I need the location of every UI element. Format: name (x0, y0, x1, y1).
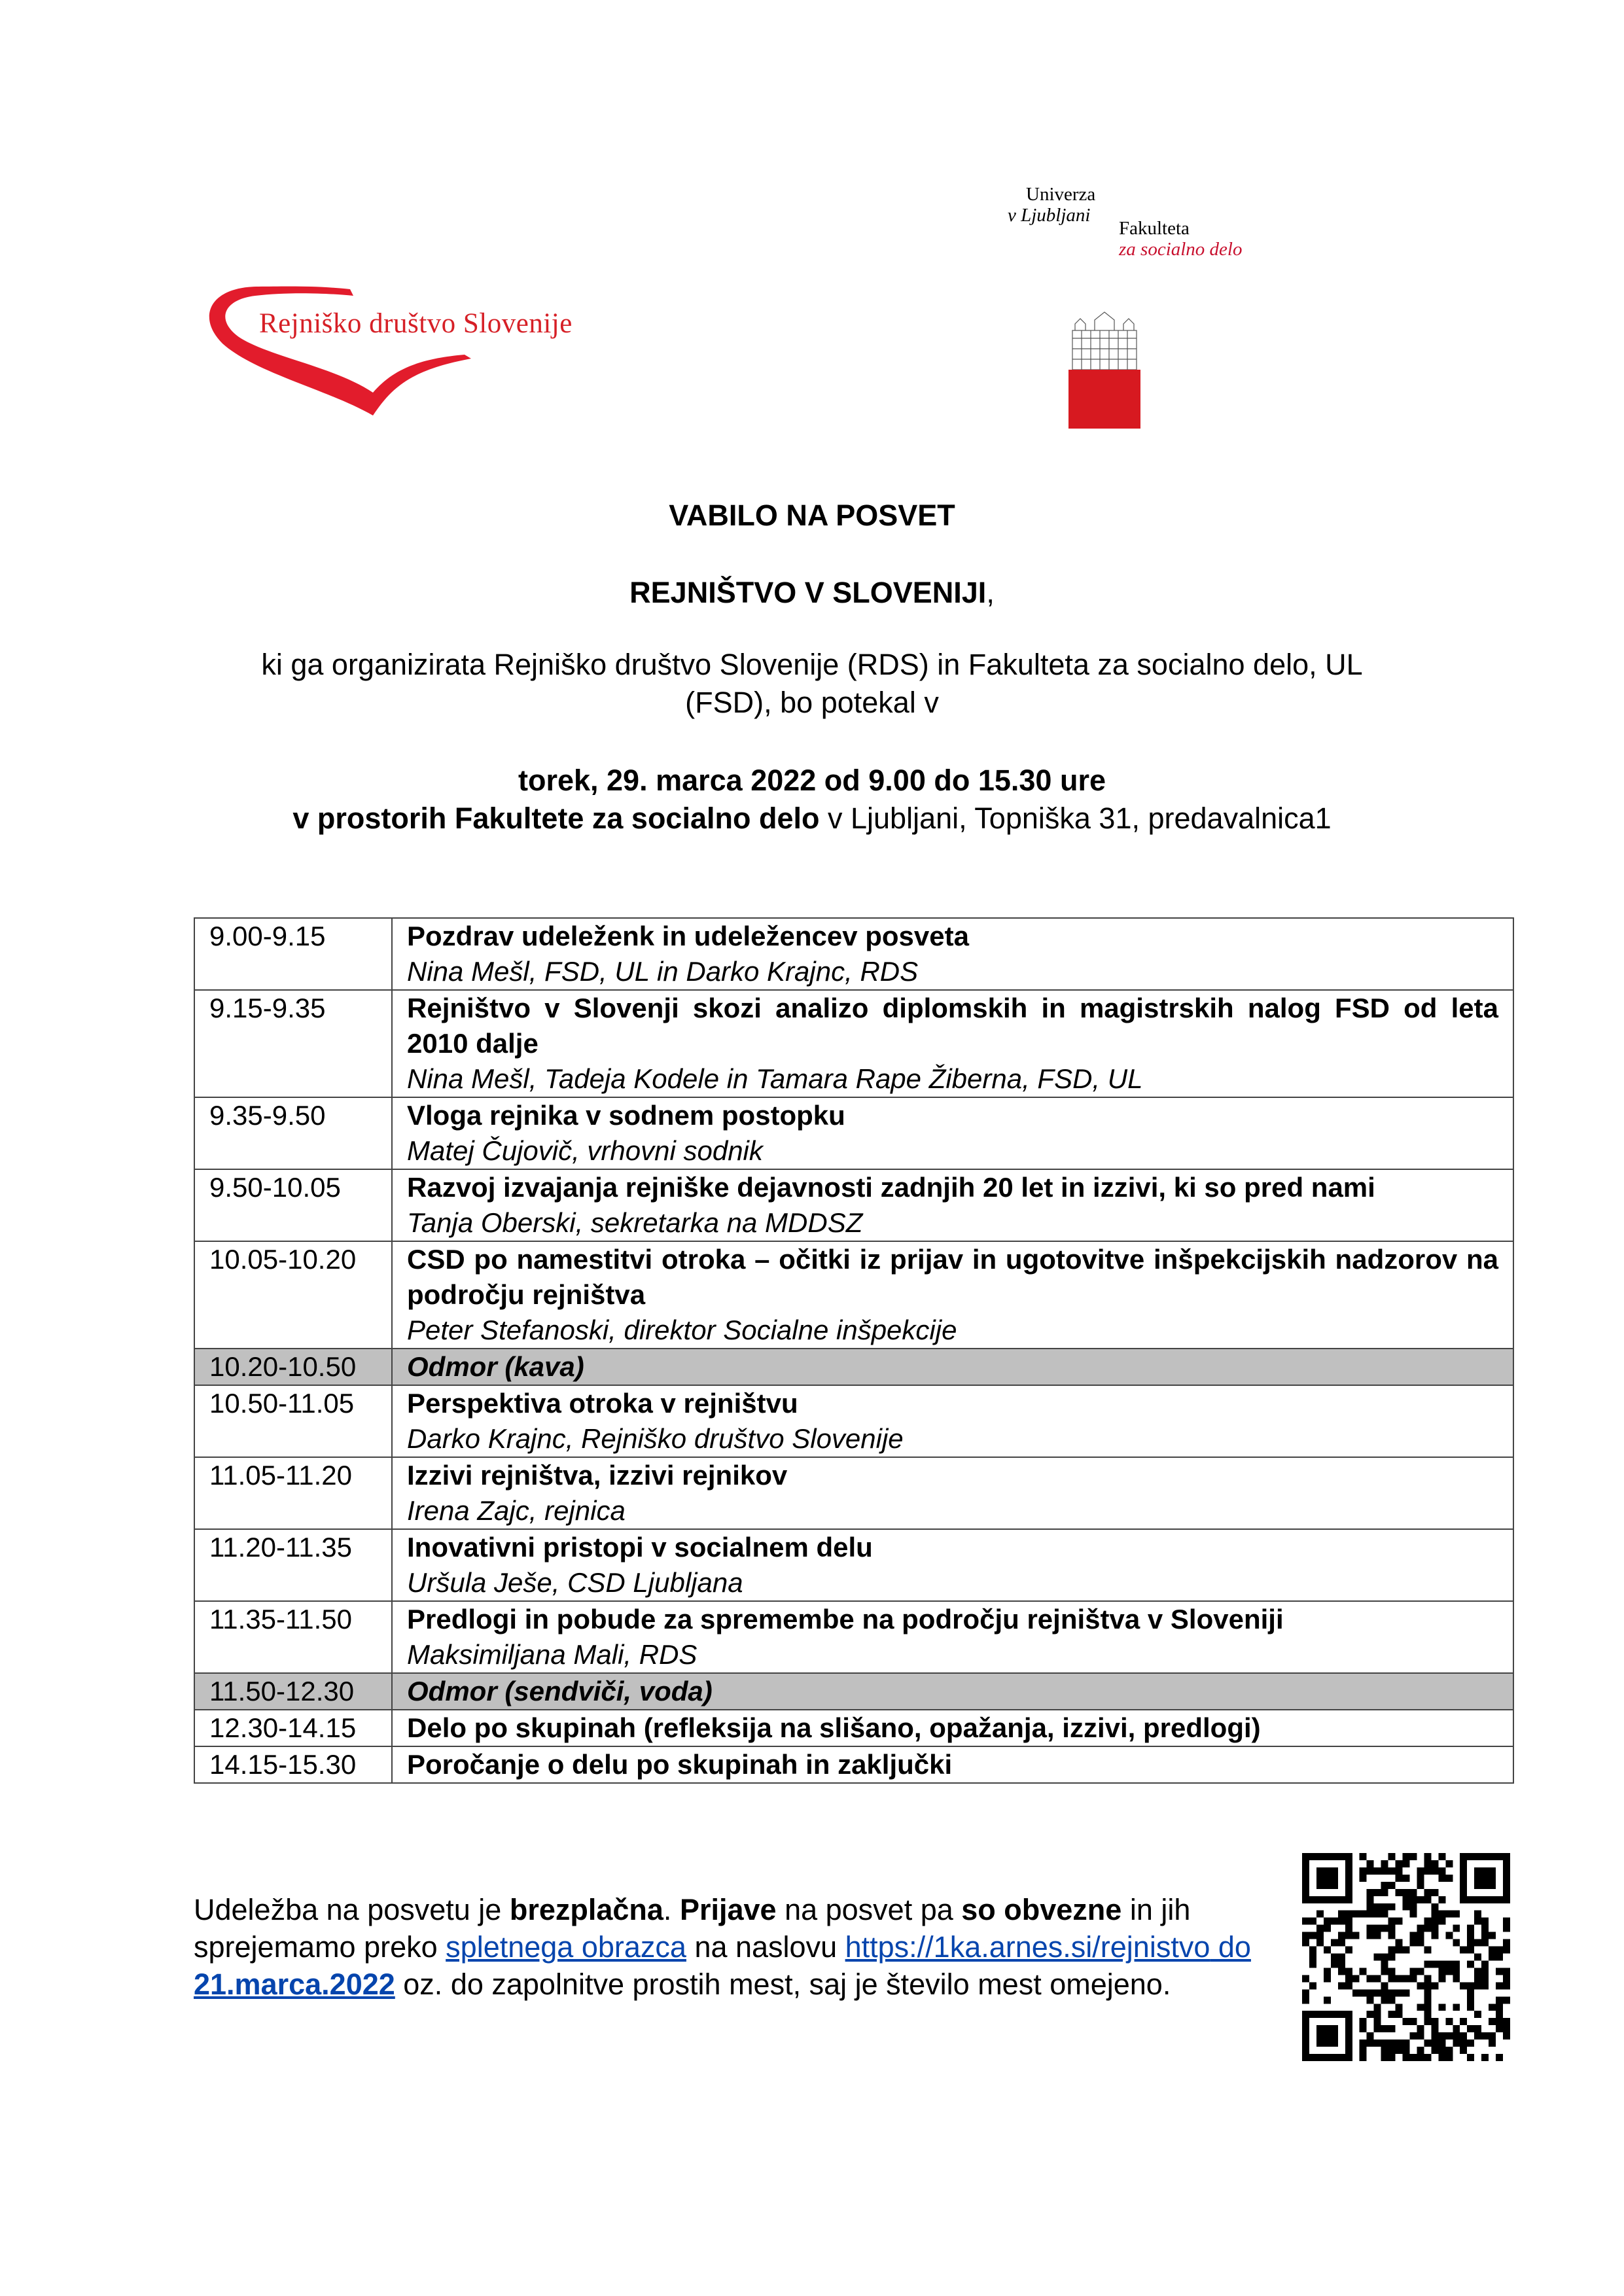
program-time: 11.20-11.35 (194, 1529, 392, 1601)
free-label: brezplačna (509, 1893, 663, 1926)
registration-text: na posvet pa (776, 1893, 962, 1926)
program-item-speaker: Nina Mešl, Tadeja Kodele in Tamara Rape Žiberna, FSD, UL (407, 1063, 1143, 1094)
rds-logo (196, 281, 654, 419)
program-time: 9.00-9.15 (194, 918, 392, 990)
program-item-speaker: Irena Zajc, rejnica (407, 1495, 626, 1526)
program-row (194, 1241, 1513, 1349)
program-time: 14.15-15.30 (194, 1746, 392, 1783)
faculty-name-line2: za socialno delo (1119, 239, 1243, 260)
program-row (194, 1097, 1513, 1169)
program-item (392, 1349, 1513, 1385)
program-item-title: Delo po skupinah (refleksija na slišano, opažanja, izzivi, predlogi) (407, 1712, 1261, 1743)
program-row (194, 1385, 1513, 1457)
program-item-title: Predlogi in pobude za spremembe na področju rejništva v Sloveniji (407, 1604, 1284, 1634)
program-time: 10.05-10.20 (194, 1241, 392, 1349)
program-item-speaker: Uršula Ješe, CSD Ljubljana (407, 1567, 743, 1598)
program-row (194, 1746, 1513, 1783)
program-item-speaker: Tanja Oberski, sekretarka na MDDSZ (407, 1207, 863, 1238)
program-item-title: Razvoj izvajanja rejniške dejavnosti zadnjih 20 let in izzivi, ki so pred nami (407, 1172, 1375, 1203)
university-emblem-icon (1068, 311, 1140, 429)
heart-icon (196, 281, 654, 419)
registration-url-text: do (1210, 1930, 1251, 1964)
program-row (194, 1710, 1513, 1746)
program-time: 9.50-10.05 (194, 1169, 392, 1241)
registration-note (194, 1891, 1280, 2003)
program-item-title: Odmor (kava) (407, 1351, 584, 1382)
venue-name: v prostorih Fakultete za socialno delo (292, 802, 820, 835)
program-item (392, 1673, 1513, 1710)
program-item-speaker: Maksimiljana Mali, RDS (407, 1639, 697, 1670)
program-item (392, 1385, 1513, 1457)
program-item-title: Poročanje o delu po skupinah in zaključki (407, 1749, 953, 1780)
program-item-title: CSD po namestitvi otroka – očitki iz prijav in ugotovitve inšpekcijskih nadzorov na področju rejništva (407, 1244, 1498, 1310)
program-row (194, 1529, 1513, 1601)
web-form-link[interactable]: spletnega obrazca (446, 1930, 686, 1964)
program-table (194, 917, 1514, 1784)
program-item (392, 1169, 1513, 1241)
rds-logo-text: Rejniško društvo Slovenije (259, 308, 573, 339)
program-row (194, 990, 1513, 1097)
university-name-line1: Univerza (1026, 184, 1096, 205)
program-time: 9.35-9.50 (194, 1097, 392, 1169)
program-item (392, 990, 1513, 1097)
program-item-title: Vloga rejnika v sodnem postopku (407, 1100, 845, 1131)
intro-line-2: (FSD), bo potekal v (685, 686, 939, 719)
program-time: 11.50-12.30 (194, 1673, 392, 1710)
qr-code-icon[interactable] (1302, 1853, 1510, 2061)
program-item-title: Rejništvo v Slovenji skozi analizo diplomskih in magistrskih nalog FSD od leta 2010 dalje (407, 993, 1498, 1059)
program-row (194, 1457, 1513, 1529)
program-row (194, 1169, 1513, 1241)
program-item (392, 1457, 1513, 1529)
program-item-speaker: Darko Krajnc, Rejniško društvo Slovenije (407, 1423, 904, 1454)
page-title: VABILO NA POSVET (669, 499, 955, 532)
ul-fsd-logo (981, 177, 1322, 465)
faculty-name-line1: Fakulteta (1119, 218, 1190, 239)
program-row (194, 1349, 1513, 1385)
mandatory-label: so obvezne (961, 1893, 1122, 1926)
intro-line-1: ki ga organizirata Rejniško društvo Slovenije (RDS) in Fakulteta za socialno delo, UL (261, 648, 1363, 681)
university-name-line2: v Ljubljani (1008, 205, 1091, 226)
program-item (392, 1746, 1513, 1783)
program-time: 9.15-9.35 (194, 990, 392, 1097)
program-item-title: Inovativni pristopi v socialnem delu (407, 1532, 873, 1563)
event-venue (0, 802, 1624, 836)
program-item (392, 1710, 1513, 1746)
registration-text: na naslovu (686, 1930, 845, 1964)
program-item (392, 1601, 1513, 1673)
program-row (194, 918, 1513, 990)
event-name-suffix: , (986, 576, 995, 609)
program-item-speaker: Peter Stefanoski, direktor Socialne inšpekcije (407, 1315, 957, 1345)
program-row (194, 1673, 1513, 1710)
registration-text: oz. do zapolnitve prostih mest, saj je število mest omejeno. (395, 1968, 1171, 2001)
venue-address: v Ljubljani, Topniška 31, predavalnica1 (819, 802, 1332, 835)
event-name-text: REJNIŠTVO V SLOVENIJI (629, 576, 987, 609)
program-row (194, 1601, 1513, 1673)
program-item-title: Perspektiva otroka v rejništvu (407, 1388, 798, 1419)
program-time: 10.50-11.05 (194, 1385, 392, 1457)
program-time: 10.20-10.50 (194, 1349, 392, 1385)
program-item-title: Odmor (sendviči, voda) (407, 1676, 713, 1706)
event-name (0, 576, 1624, 610)
registration-deadline: 21.marca.2022 (194, 1968, 395, 2001)
program-time: 11.35-11.50 (194, 1601, 392, 1673)
program-item-speaker: Nina Mešl, FSD, UL in Darko Krajnc, RDS (407, 956, 919, 987)
program-item (392, 1097, 1513, 1169)
program-time: 11.05-11.20 (194, 1457, 392, 1529)
program-item-title: Pozdrav udeleženk in udeležencev posveta (407, 921, 969, 951)
program-table-body (194, 918, 1513, 1783)
program-item (392, 918, 1513, 990)
program-item (392, 1241, 1513, 1349)
program-time: 12.30-14.15 (194, 1710, 392, 1746)
program-item-title: Izzivi rejništva, izzivi rejnikov (407, 1460, 788, 1491)
program-item (392, 1529, 1513, 1601)
program-item-speaker: Matej Čujovič, vrhovni sodnik (407, 1135, 763, 1166)
event-date: torek, 29. marca 2022 od 9.00 do 15.30 ure (518, 764, 1106, 797)
registration-text: Udeležba na posvetu je (194, 1893, 510, 1926)
registration-text: . (663, 1893, 680, 1926)
registration-url: https://1ka.arnes.si/rejnistvo (845, 1930, 1210, 1964)
registration-label: Prijave (679, 1893, 777, 1926)
registration-text: in jih sprejemamo preko (194, 1893, 1191, 1964)
